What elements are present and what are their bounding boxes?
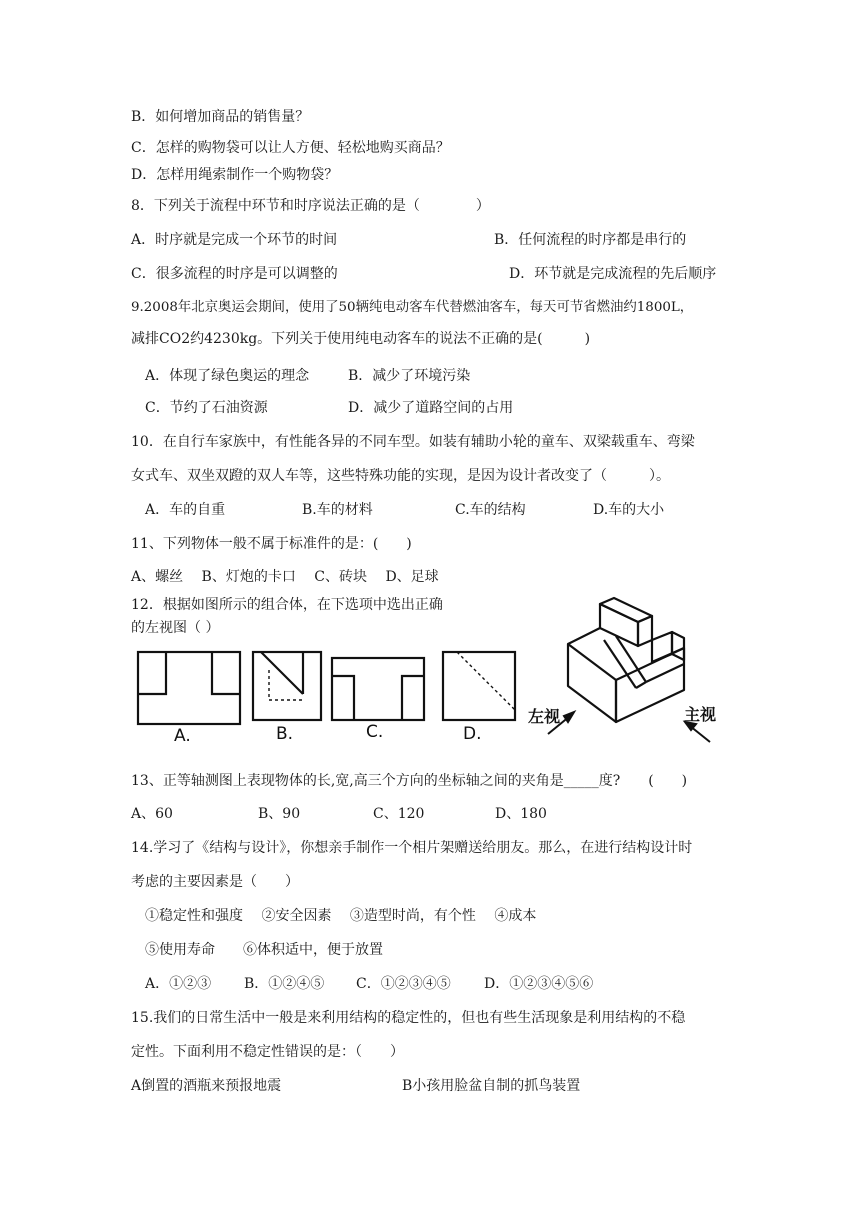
- q10-option-a: A．车的自重: [145, 502, 226, 518]
- q12-stem-line1: 12．根据如图所示的组合体，在下选项中选出正确: [131, 597, 443, 613]
- q9-option-d: D．减少了道路空间的占用: [348, 400, 514, 416]
- view-option-d-figure: [441, 650, 517, 722]
- q13-option-a: A、60: [131, 806, 173, 822]
- q14-option-c: C．①②③④⑤: [356, 976, 451, 992]
- q15-option-b: B小孩用脸盆自制的抓鸟装置: [402, 1078, 581, 1094]
- q14-stem-line1: 14.学习了《结构与设计》，你想亲手制作一个相片架赠送给朋友。那么，在进行结构设计时: [131, 840, 693, 856]
- view-option-b-label: B.: [276, 724, 294, 744]
- q10-stem-line2: 女式车、双坐双蹬的双人车等，这些特殊功能的实现，是因为设计者改变了（ ）。: [131, 468, 670, 484]
- q14-stem-line2: 考虑的主要因素是（ ）: [131, 874, 299, 890]
- q8-stem: 8．下列关于流程中环节和时序说法正确的是（ ）: [131, 198, 490, 214]
- q13-option-d: D、180: [495, 806, 547, 822]
- main-view-label: 主视: [684, 705, 717, 724]
- q15-stem-line1: 15.我们的日常生活中一般是来利用结构的稳定性的，但也有些生活现象是利用结构的不稳: [131, 1010, 686, 1026]
- left-view-label: 左视: [528, 707, 561, 726]
- q7-option-c: C．怎样的购物袋可以让人方便、轻松地购买商品？: [131, 140, 450, 156]
- q9-option-b: B．减少了环境污染: [348, 368, 471, 384]
- q14-option-d: D．①②③④⑤⑥: [484, 976, 594, 992]
- q13-option-c: C、120: [373, 806, 425, 822]
- isometric-solid-figure: [520, 592, 732, 768]
- view-option-c-label: C.: [366, 722, 384, 742]
- q8-option-b: B．任何流程的时序都是串行的: [494, 232, 687, 248]
- q14-option-b: B．①②④⑤: [244, 976, 325, 992]
- q8-option-d: D．环节就是完成流程的先后顺序: [509, 266, 717, 282]
- q9-option-a: A．体现了绿色奥运的理念: [145, 368, 310, 384]
- q15-option-a: A倒置的酒瓶来预报地震: [131, 1078, 282, 1094]
- view-option-a-figure: [136, 650, 242, 726]
- q13-option-b: B、90: [258, 806, 301, 822]
- q13-stem: 13、正等轴测图上表现物体的长,宽,高三个方向的坐标轴之间的夹角是_____度? ( ): [131, 773, 688, 789]
- q8-option-c: C．很多流程的时序是可以调整的: [131, 266, 338, 282]
- q7-option-d: D．怎样用绳索制作一个购物袋？: [131, 167, 339, 183]
- q14-factors-line2: ⑤使用寿命 ⑥体积适中，便于放置: [145, 942, 383, 958]
- q9-option-c: C．节约了石油资源: [145, 400, 268, 416]
- view-option-d-label: D.: [463, 724, 482, 744]
- q10-option-d: D.车的大小: [593, 502, 665, 518]
- q7-option-b: B．如何增加商品的销售量？: [131, 109, 310, 125]
- q10-stem-line1: 10．在自行车家族中，有性能各异的不同车型。如装有辅助小轮的童车、双梁载重车、弯梁: [131, 434, 695, 450]
- q10-option-c: C.车的结构: [455, 502, 526, 518]
- q9-stem-line2: 减排CO2约4230kg。下列关于使用纯电动客车的说法不正确的是( ): [131, 331, 591, 347]
- q11-stem: 11、下列物体一般不属于标准件的是：( ): [131, 536, 412, 552]
- q11-options: A、螺丝 B、灯炮的卡口 C、砖块 D、足球: [131, 569, 439, 585]
- view-option-c-figure: [330, 656, 426, 722]
- q14-factors-line1: ①稳定性和强度 ②安全因素 ③造型时尚，有个性 ④成本: [145, 908, 537, 924]
- q12-stem-line2: 的左视图（ ）: [131, 620, 220, 636]
- q8-option-a: A．时序就是完成一个环节的时间: [131, 232, 338, 248]
- q10-option-b: B.车的材料: [302, 502, 373, 518]
- q14-option-a: A．①②③: [145, 976, 212, 992]
- q9-stem-line1: 9.2008年北京奥运会期间，使用了50辆纯电动客车代替燃油客车，每天可节省燃油约1800L，: [131, 300, 694, 315]
- view-option-a-label: A.: [174, 726, 191, 746]
- view-option-b-figure: [251, 650, 323, 722]
- q15-stem-line2: 定性。下面利用不稳定性错误的是：（ ）: [131, 1044, 404, 1060]
